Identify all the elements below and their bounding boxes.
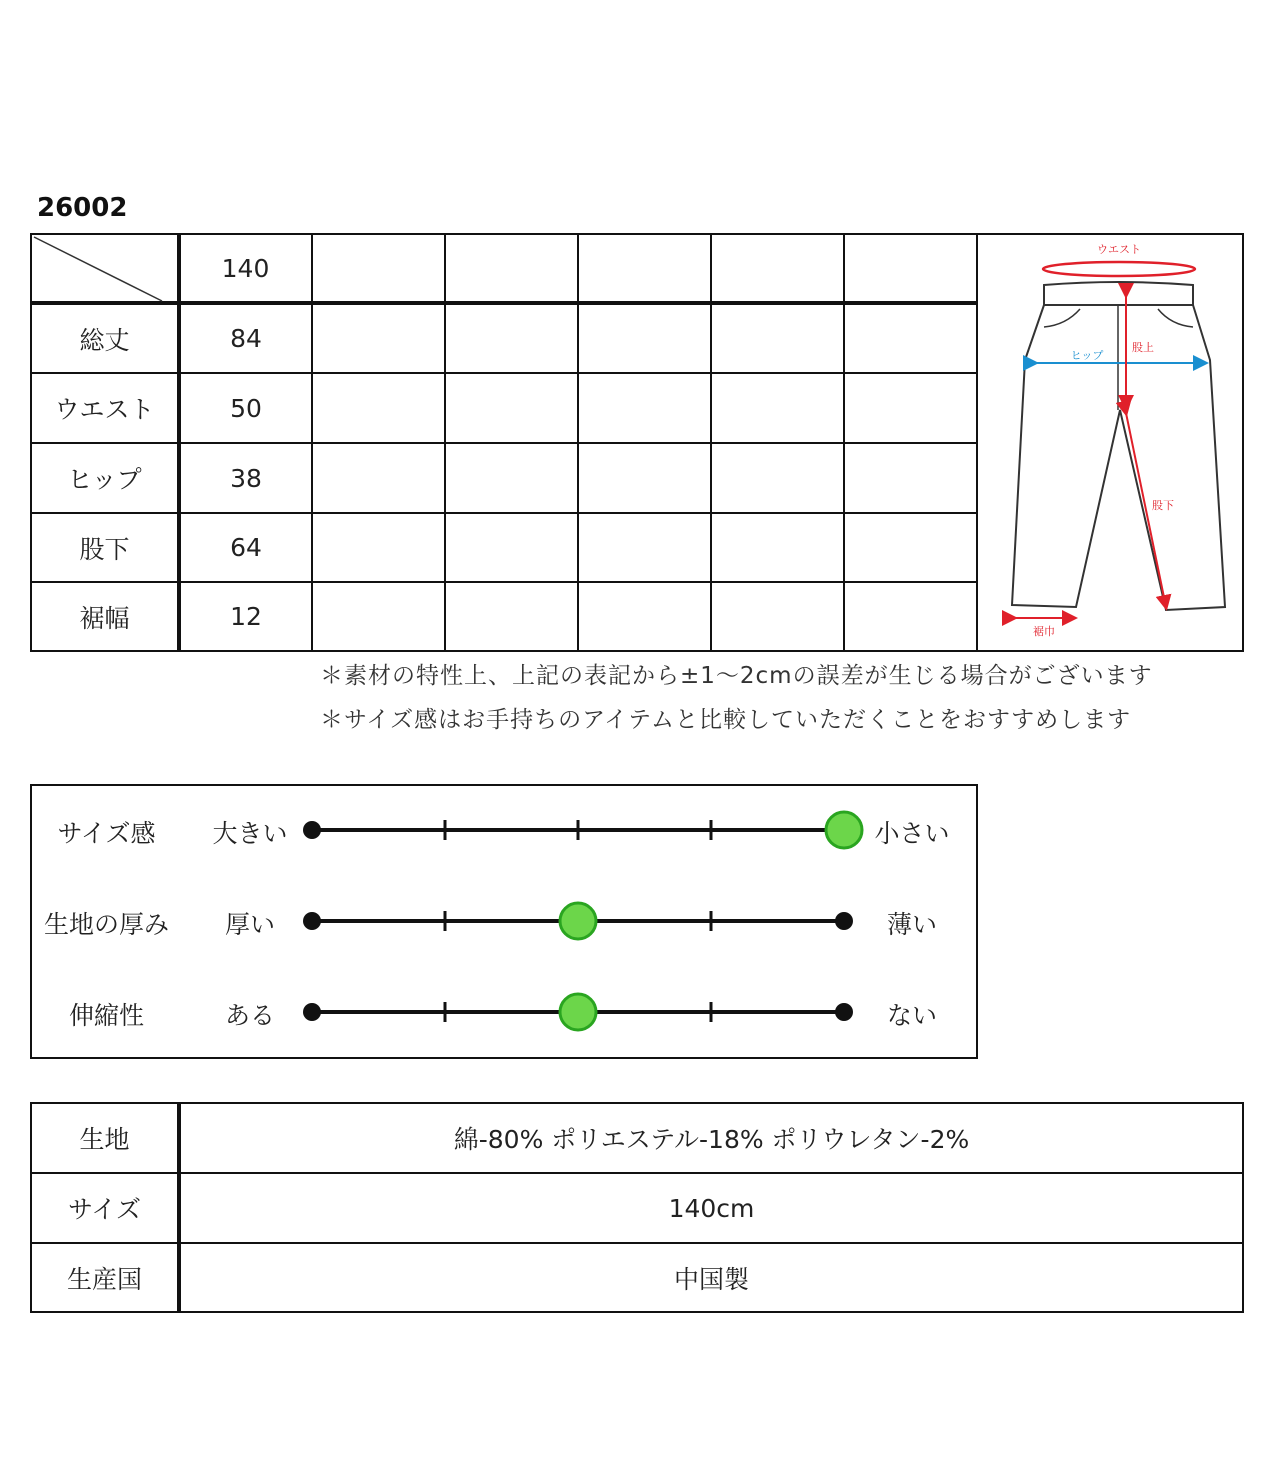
row-value: 38 [230, 463, 262, 493]
hip-label: ヒップ [1070, 349, 1104, 362]
note-line-2: ＊サイズ感はお手持ちのアイテムと比較していただくことをおすすめします [320, 707, 1132, 733]
row-value: 84 [230, 324, 262, 353]
fit-label-size: サイズ感 [57, 819, 156, 848]
fit-left-size: 大きい [212, 819, 288, 848]
fit-right-size: 小さい [874, 819, 950, 848]
info-value: 140cm [668, 1193, 755, 1223]
row-value: 64 [230, 533, 262, 562]
fit-scale-endpoint [835, 1003, 853, 1021]
info-label: サイズ [67, 1195, 141, 1224]
fit-scale-endpoint [835, 912, 853, 930]
fit-marker [560, 903, 596, 939]
fit-box [30, 784, 978, 1059]
info-value: 中国製 [673, 1264, 749, 1294]
row-value: 12 [230, 602, 262, 631]
row-label: ヒップ [67, 465, 142, 494]
row-label: 股下 [79, 534, 130, 564]
row-label: ウエスト [54, 395, 155, 424]
fit-right-thickness: 薄い [886, 910, 937, 939]
hem-label: 裾巾 [1033, 625, 1055, 638]
corner-diagonal [32, 235, 178, 303]
product-code: 26002 [37, 193, 128, 223]
size-table [30, 233, 1244, 652]
info-label: 生地 [79, 1125, 130, 1154]
pants-diagram [980, 235, 1242, 650]
fit-scale-endpoint [303, 1003, 321, 1021]
row-label: 裾幅 [79, 603, 130, 633]
waist-measure-ellipse [1043, 262, 1195, 276]
fit-right-stretch: ない [886, 1001, 937, 1030]
fit-label-stretch: 伸縮性 [68, 1001, 144, 1030]
info-value: 綿-80% ポリエステル-18% ポリウレタン-2% [453, 1125, 970, 1154]
fit-left-stretch: ある [224, 1001, 275, 1030]
fit-marker [826, 812, 862, 848]
info-label: 生産国 [66, 1264, 142, 1294]
waist-label: ウエスト [1097, 243, 1141, 256]
note-line-1: ＊素材の特性上、上記の表記から±1〜2cmの誤差が生じる場合がございます [320, 663, 1153, 689]
fit-scale-endpoint [303, 912, 321, 930]
info-table [30, 1102, 1244, 1313]
inseam-label: 股下 [1152, 499, 1174, 512]
size-header: 140 [221, 253, 270, 283]
fit-left-thickness: 厚い [224, 910, 275, 939]
fit-scales [32, 786, 976, 1057]
row-label: 総丈 [79, 325, 130, 355]
fit-scale-endpoint [303, 821, 321, 839]
fit-marker [560, 994, 596, 1030]
row-value: 50 [230, 393, 262, 423]
fit-label-thickness: 生地の厚み [43, 910, 169, 939]
rise-label: 股上 [1132, 341, 1154, 354]
